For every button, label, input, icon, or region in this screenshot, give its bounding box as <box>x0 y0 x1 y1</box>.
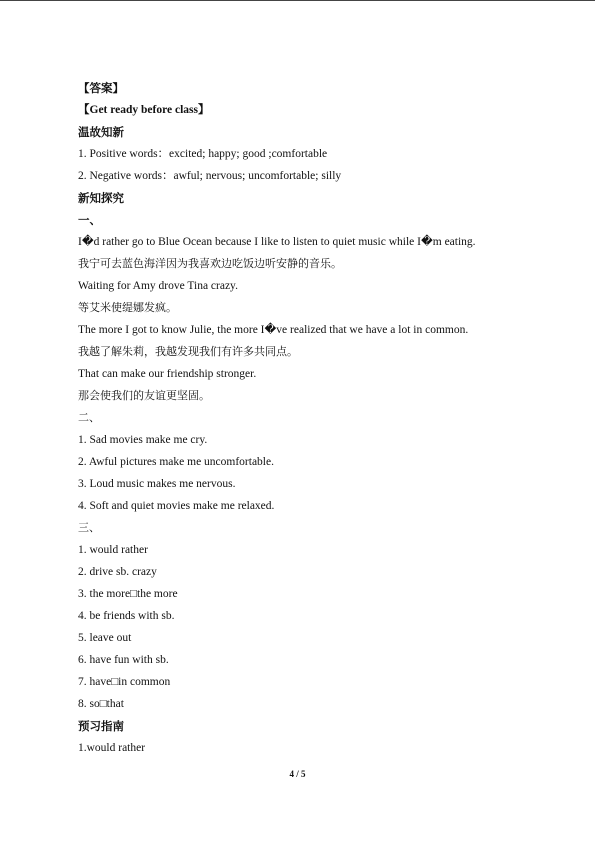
part3-line: 8. so□that <box>78 698 124 710</box>
part1-line: I�d rather go to Blue Ocean because I like to listen to quiet music while I�m eating. <box>78 236 476 248</box>
review-heading: 温故知新 <box>78 125 124 139</box>
part3-line: 3. the more□the more <box>78 588 178 600</box>
part3-line: 5. leave out <box>78 632 132 644</box>
part1-line: Waiting for Amy drove Tina crazy. <box>78 280 238 292</box>
top-rule <box>0 0 595 1</box>
explore-heading: 新知探究 <box>78 191 124 205</box>
part2-heading: 二、 <box>78 411 100 424</box>
part3-line: 2. drive sb. crazy <box>78 566 157 578</box>
part2-line: 1. Sad movies make me cry. <box>78 434 208 446</box>
part2-line: 2. Awful pictures make me uncomfortable. <box>78 456 274 468</box>
review-line: 2. Negative words：awful; nervous; uncomfortable; silly <box>78 170 342 182</box>
part1-line: 我越了解朱莉，我越发现我们有许多共同点。 <box>78 345 298 358</box>
part2-line: 3. Loud music makes me nervous. <box>78 478 236 490</box>
part1-line: The more I got to know Julie, the more I�ve realized that we have a lot in common. <box>78 324 469 336</box>
part3-line: 1. would rather <box>78 544 148 556</box>
part1-line: 那会使我们的友谊更坚固。 <box>78 389 210 402</box>
part2-line: 4. Soft and quiet movies make me relaxed. <box>78 500 275 512</box>
part3-line: 4. be friends with sb. <box>78 610 175 622</box>
part1-line: 等艾米使缇娜发疯。 <box>78 301 177 314</box>
part3-line: 6. have fun with sb. <box>78 654 169 666</box>
guide-heading: 预习指南 <box>78 719 124 733</box>
part3-heading: 三、 <box>78 521 100 534</box>
section-title: 【Get ready before class】 <box>78 104 210 116</box>
part1-line: 我宁可去蓝色海洋因为我喜欢边吃饭边听安静的音乐。 <box>78 257 342 270</box>
part1-line: That can make our friendship stronger. <box>78 368 257 380</box>
part1-heading: 一、 <box>78 213 101 227</box>
page-number: 4 / 5 <box>289 769 306 779</box>
guide-line: 1.would rather <box>78 742 146 754</box>
answer-header: 【答案】 <box>78 81 124 95</box>
review-line: 1. Positive words：excited; happy; good ;comfortable <box>78 148 328 160</box>
part3-line: 7. have□in common <box>78 676 171 688</box>
document-body <box>78 77 518 759</box>
